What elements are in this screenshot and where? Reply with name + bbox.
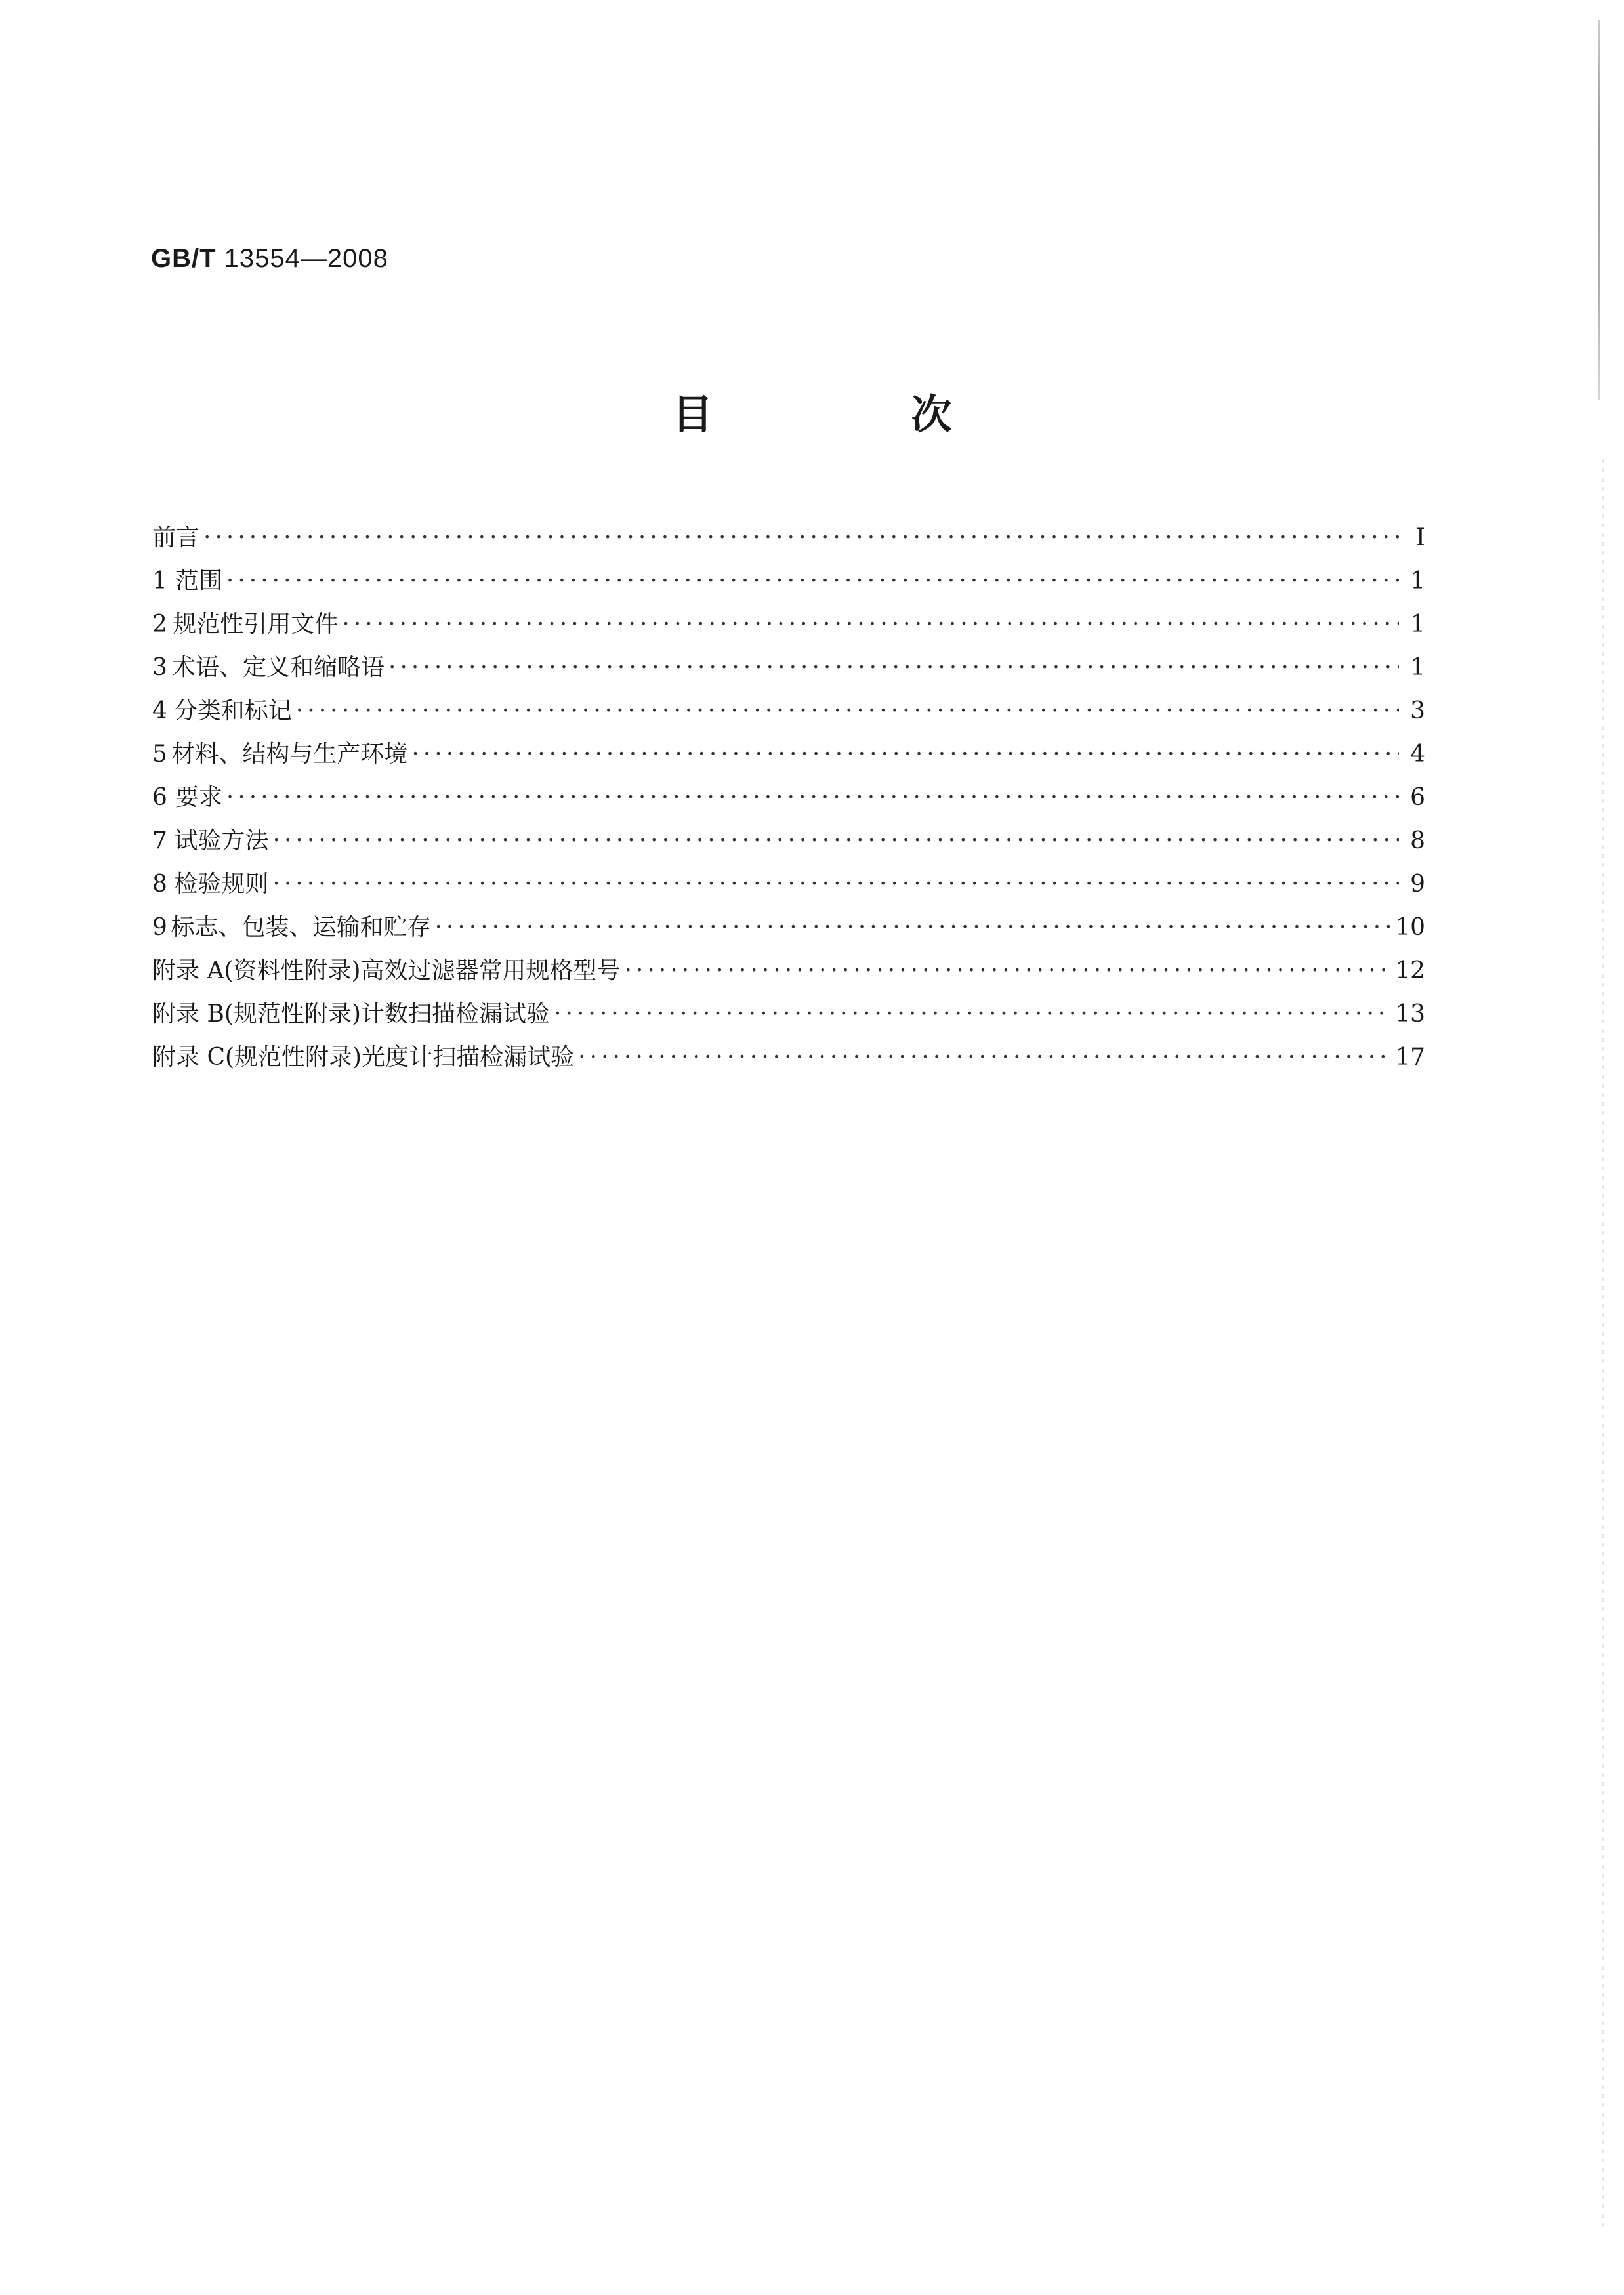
toc-entry-appendix-b[interactable] <box>152 995 1425 1034</box>
toc-entry-label: 分类和标记 <box>173 697 292 724</box>
toc-entry-page: 1 <box>1410 654 1425 681</box>
toc-title: 目 次 <box>672 390 1031 438</box>
toc-entry-3[interactable] <box>152 648 1425 688</box>
toc-entry-label: 术语、定义和缩略语 <box>172 654 385 681</box>
standard-code <box>151 244 388 274</box>
toc-entry-8[interactable] <box>152 865 1425 904</box>
toc-entry-2[interactable] <box>152 605 1425 644</box>
toc-entry-number: 4 <box>152 697 167 724</box>
toc-leader-dots <box>273 821 1400 861</box>
toc-entry-7[interactable] <box>152 821 1425 861</box>
toc-entry-page: 12 <box>1395 957 1425 984</box>
toc-entry-number: 5 <box>152 741 167 768</box>
toc-leader-dots <box>388 648 1399 688</box>
toc-entry-page: 6 <box>1410 784 1425 811</box>
toc-appendix-designation: 附录 C(规范性附录) <box>152 1044 362 1071</box>
toc-entry-label: 要求 <box>175 784 222 811</box>
toc-appendix-designation: 附录 B(规范性附录) <box>152 1001 361 1027</box>
toc-entry-label: 前言 <box>152 524 200 551</box>
toc-entry-number: 9 <box>152 914 167 941</box>
toc-entry-appendix-c[interactable] <box>152 1038 1425 1077</box>
toc-entry-5[interactable] <box>152 735 1425 774</box>
toc-leader-dots <box>578 1038 1391 1077</box>
toc-entry-label: 标志、包装、运输和贮存 <box>171 914 431 941</box>
toc-entry-label: 高效过滤器常用规格型号 <box>360 957 621 984</box>
toc-entry-number: 8 <box>152 871 167 898</box>
toc-leader-dots <box>342 605 1399 644</box>
standard-code-number: 13554—2008 <box>224 244 388 273</box>
toc-entry-label: 光度计扫描检漏试验 <box>362 1044 575 1071</box>
toc-leader-dots <box>226 778 1399 817</box>
toc-entry-label: 材料、结构与生产环境 <box>171 741 408 768</box>
toc-entry-label: 规范性引用文件 <box>173 611 339 638</box>
toc-entry-1[interactable] <box>152 562 1425 601</box>
toc-entry-page: 17 <box>1395 1044 1425 1071</box>
toc-leader-dots <box>554 995 1391 1034</box>
toc-entry-page: 1 <box>1410 568 1425 594</box>
toc-entry-label: 检验规则 <box>174 871 269 898</box>
toc-entry-9[interactable] <box>152 908 1425 947</box>
toc-leader-dots <box>434 908 1391 947</box>
toc-entry-page: 10 <box>1395 914 1425 941</box>
toc-entry-4[interactable] <box>152 692 1425 731</box>
toc-entry-page: 8 <box>1410 827 1425 854</box>
toc-entry-foreword[interactable] <box>152 518 1425 558</box>
toc-entry-page: 4 <box>1410 741 1425 768</box>
toc-entry-6[interactable] <box>152 778 1425 817</box>
toc-entry-number: 2 <box>152 611 167 638</box>
toc-leader-dots <box>273 865 1400 904</box>
standard-code-prefix: GB/T <box>151 244 217 273</box>
toc-entry-number: 3 <box>152 654 167 681</box>
toc-entry-number: 1 <box>152 568 167 594</box>
toc-entry-page: Ⅰ <box>1415 524 1425 551</box>
toc-entry-page: 13 <box>1395 1001 1425 1027</box>
toc-leader-dots <box>625 951 1392 991</box>
toc-leader-dots <box>411 735 1399 774</box>
toc-entry-number: 6 <box>152 784 167 811</box>
scan-edge-noise <box>1602 459 1604 2231</box>
toc-leader-dots <box>203 518 1399 558</box>
toc-entry-label: 试验方法 <box>174 827 269 854</box>
toc-entry-appendix-a[interactable] <box>152 951 1425 991</box>
toc-entry-label: 计数扫描检漏试验 <box>361 1001 551 1027</box>
toc-entry-page: 9 <box>1410 871 1425 898</box>
toc-appendix-designation: 附录 A(资料性附录) <box>152 957 361 984</box>
toc-entry-label: 范围 <box>175 568 222 594</box>
toc-leader-dots <box>226 562 1399 601</box>
toc-entry-number: 7 <box>152 827 167 854</box>
toc-entry-page: 1 <box>1410 611 1425 638</box>
toc-leader-dots <box>296 692 1399 731</box>
toc-entry-page: 3 <box>1410 697 1425 724</box>
scan-edge-shadow <box>1598 20 1600 400</box>
